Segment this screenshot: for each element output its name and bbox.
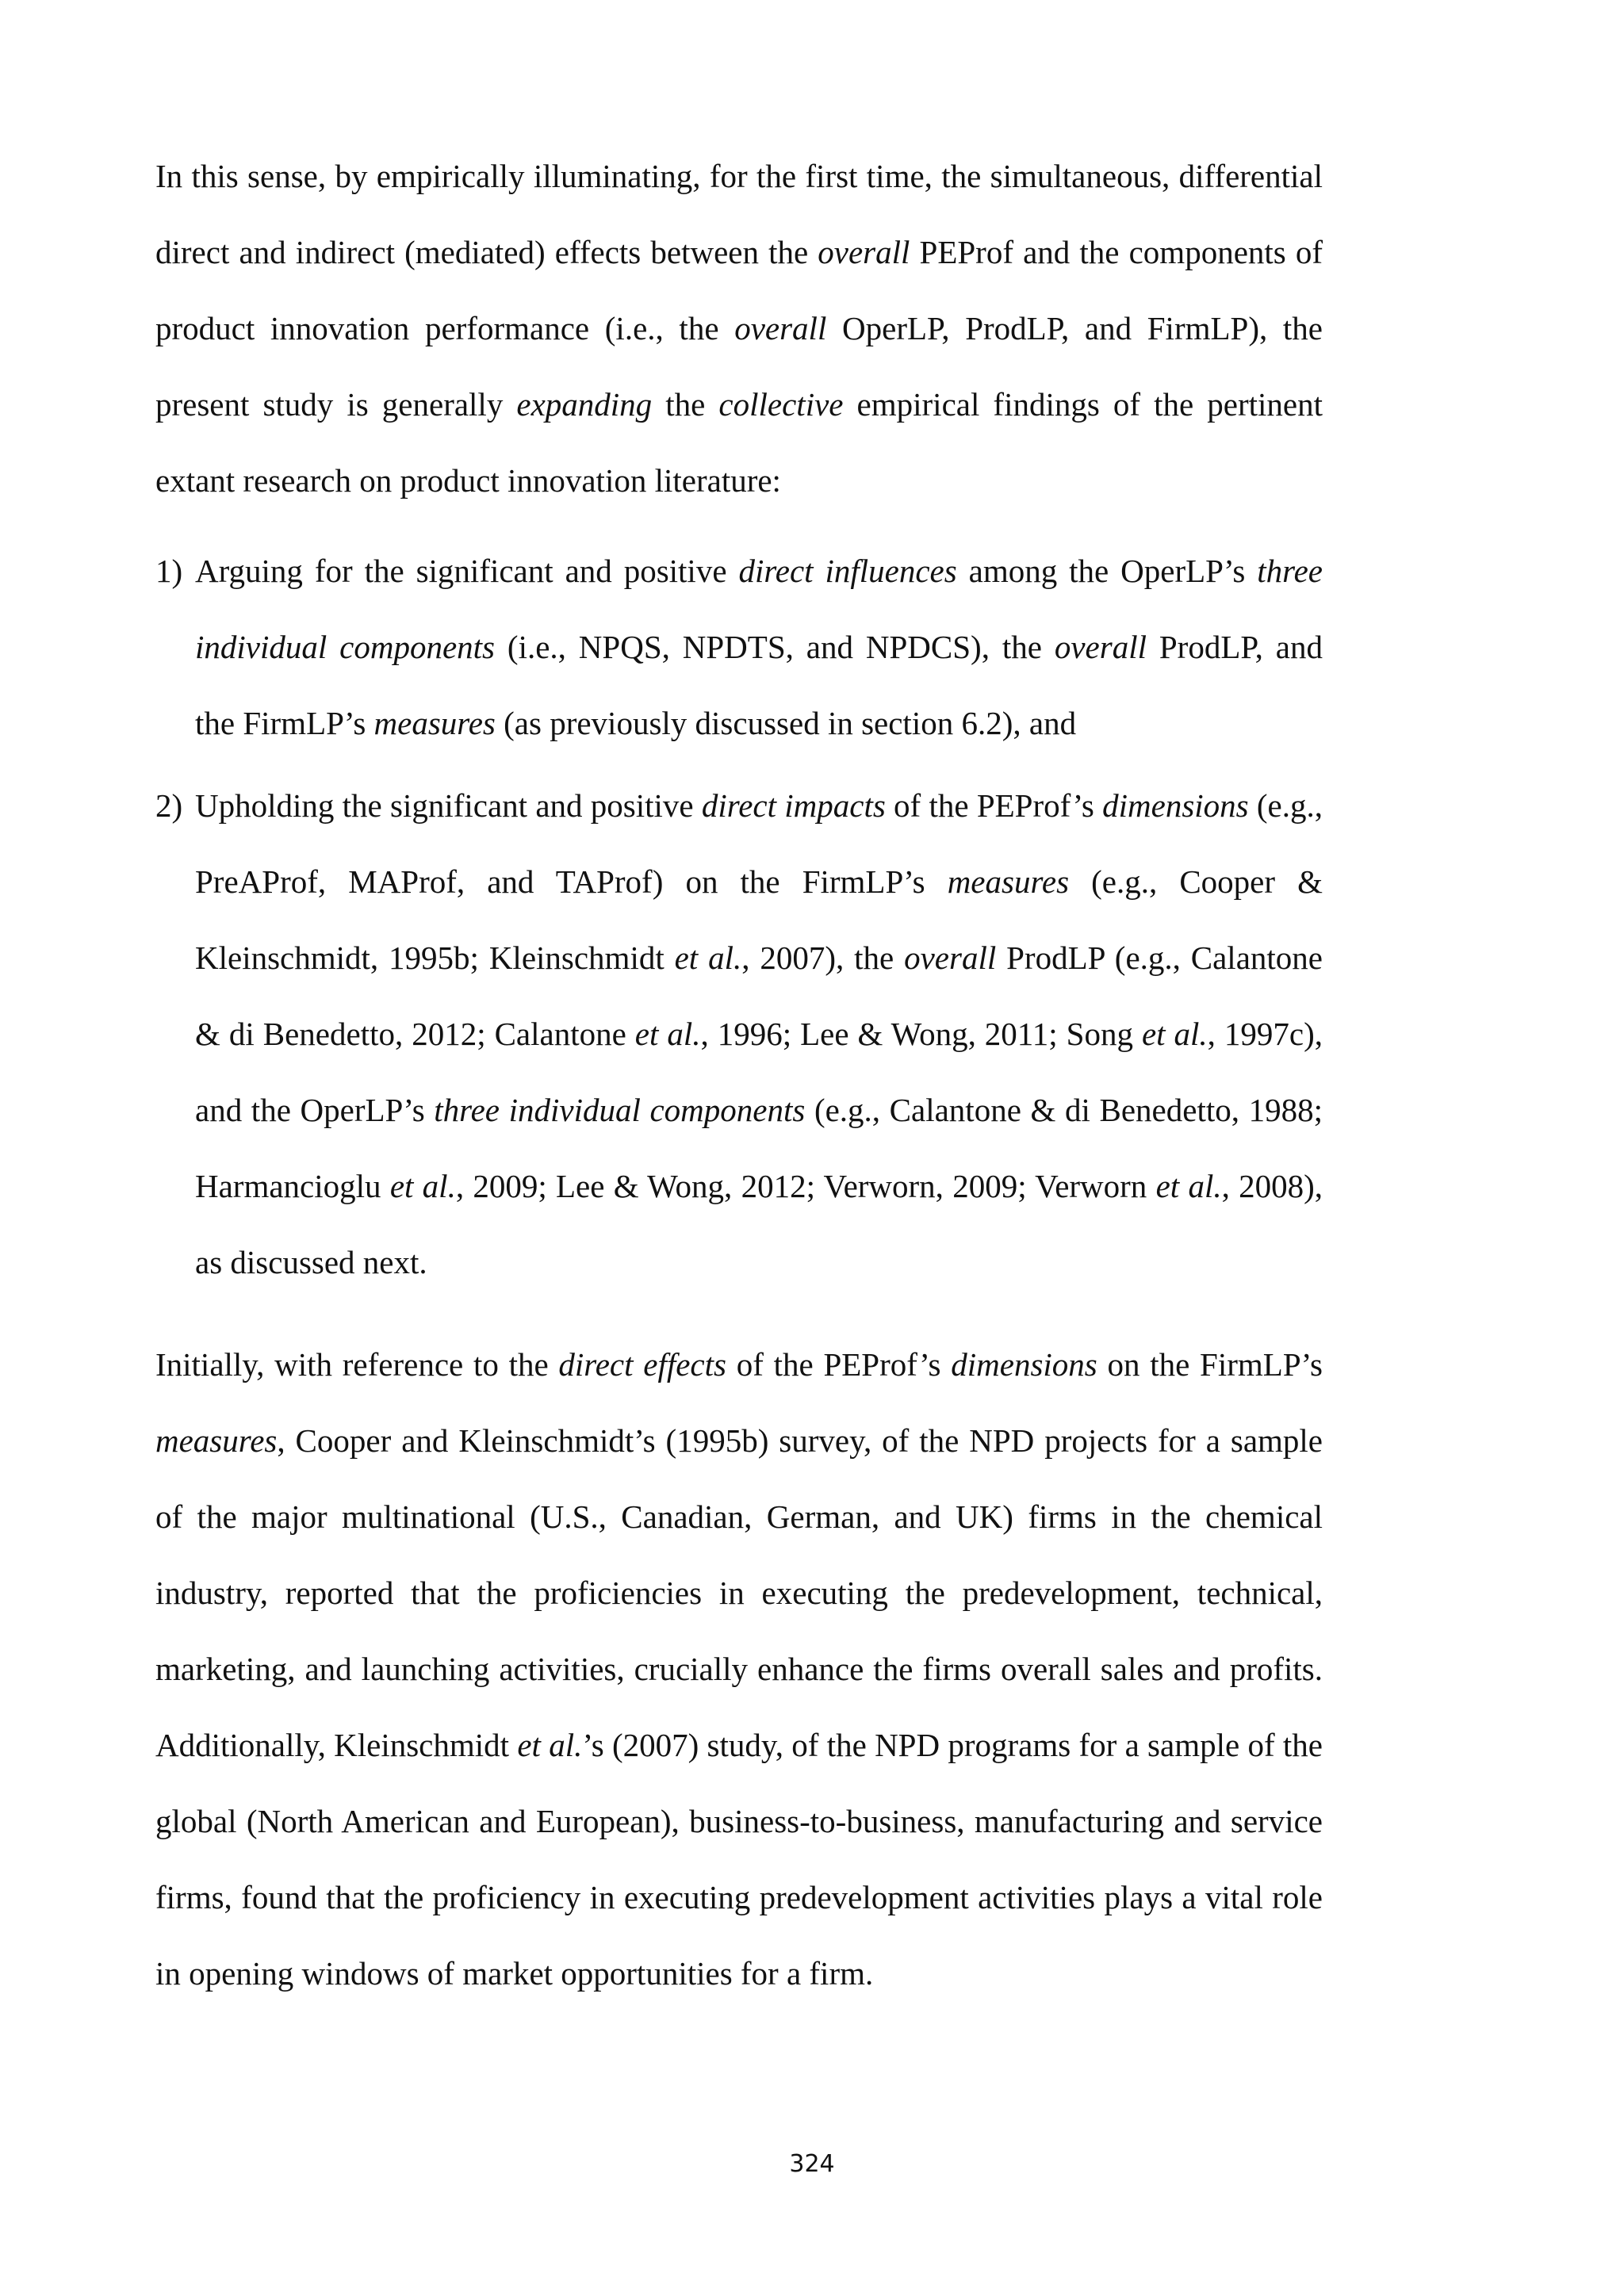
italic-run: direct influences	[738, 553, 957, 589]
italic-run: et al.	[1141, 1016, 1208, 1052]
italic-run: direct effects	[558, 1346, 726, 1383]
body-paragraph: Initially, with reference to the direct effects of the PEProf’s dimensions on the FirmLP’s measures, Cooper and Kleinschmidt’s (1995b) survey, of the NPD projects for a sample of the major multinational (U.S., Canadian, German, and UK) firms in the chemical industry, reported that the proficiencies in executing the predevelopment, technical, marketing, and launching activities, crucially enhance the firms overall sales and profits. Additionally, Kleinschmidt et al.’s (2007) study, of the NPD programs for a sample of the global (North American and European), business-to-business, manufacturing and service firms, found that the proficiency in executing predevelopment activities plays a vital role in opening windows of market opportunities for a firm.	[155, 1346, 1323, 1992]
italic-run: measures	[155, 1422, 278, 1459]
page-number: 324	[789, 2150, 835, 2178]
italic-run: dimensions	[951, 1346, 1097, 1383]
italic-run: collective	[718, 386, 844, 423]
italic-run: direct impacts	[701, 787, 886, 824]
list-item	[155, 533, 1323, 761]
italic-run: overall	[818, 234, 910, 270]
italic-run: et al.	[517, 1727, 583, 1763]
list-marker: 1)	[155, 553, 183, 589]
list-item-text: Arguing for the significant and positive direct influences among the OperLP’s three individual components (i.e., NPQS, NPDTS, and NPDCS), the overall ProdLP, and the FirmLP’s measures (as previously discussed in section 6.2), and	[195, 553, 1323, 741]
intro-paragraph: In this sense, by empirically illuminating, for the first time, the simultaneous, differential direct and indirect (mediated) effects between the overall PEProf and the components of product innovation performance (i.e., the overall OperLP, ProdLP, and FirmLP), the present study is generally expanding the collective empirical findings of the pertinent extant research on product innovation literature:	[155, 158, 1323, 499]
italic-run: overall	[1054, 629, 1147, 665]
italic-run: three individual components	[434, 1092, 806, 1128]
italic-run: et al.	[634, 1016, 701, 1052]
italic-run: measures	[947, 863, 1070, 900]
italic-run: et al.	[674, 939, 742, 976]
italic-run: dimensions	[1102, 787, 1249, 824]
list-item-text: Upholding the significant and positive direct impacts of the PEProf’s dimensions (e.g., PreAProf, MAProf, and TAProf) on the FirmLP’s measures (e.g., Cooper & Kleinschmidt, 1995b; Kleinschmidt et al., 2007), the overall ProdLP (e.g., Calantone & di Benedetto, 2012; Calantone et al., 1996; Lee & Wong, 2011; Song et al., 1997c), and the OperLP’s three individual components (e.g., Calantone & di Benedetto, 1988; Harmancioglu et al., 2009; Lee & Wong, 2012; Verworn, 2009; Verworn et al., 2008), as discussed next.	[195, 787, 1323, 1280]
italic-run: et al.	[389, 1168, 456, 1204]
italic-run: overall	[734, 310, 827, 346]
italic-run: et al.	[1155, 1168, 1222, 1204]
italic-run: expanding	[516, 386, 653, 423]
italic-run: measures	[373, 705, 496, 741]
italic-run: overall	[904, 939, 997, 976]
italic-run: three individual components	[195, 553, 1323, 665]
list-marker: 2)	[155, 787, 183, 824]
list-item	[155, 767, 1323, 1300]
findings-list	[155, 533, 1323, 1300]
